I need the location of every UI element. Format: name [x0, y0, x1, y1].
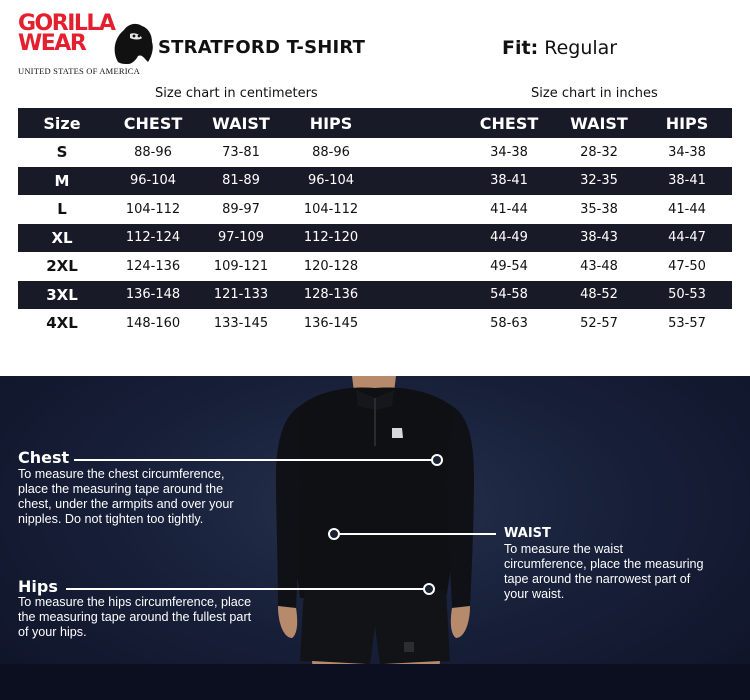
chest-in-cell: 44-49: [490, 230, 528, 246]
hips-cm-cell: 128-136: [303, 287, 359, 303]
chest-in-cell: 38-41: [490, 173, 528, 189]
hips-pointer-line: [66, 588, 424, 590]
chest-in-cell: 49-54: [490, 258, 528, 274]
brand-wordmark-line2: WEAR: [18, 31, 86, 56]
table-row: [18, 224, 732, 253]
size-cell: XL: [51, 228, 73, 247]
hips-cm-cell: 112-120: [303, 230, 359, 246]
table-row: [18, 195, 732, 224]
waist-cm-cell: 73-81: [222, 144, 260, 160]
size-cell: 3XL: [46, 285, 78, 304]
header-chest-in: CHEST: [479, 113, 539, 133]
caption-centimeters: Size chart in centimeters: [155, 86, 318, 101]
hips-cm-cell: 88-96: [312, 144, 350, 160]
chest-pointer-line: [74, 459, 432, 461]
hips-cm-cell: 136-145: [303, 315, 359, 331]
model-silhouette: [0, 376, 750, 700]
chest-cm-cell: 124-136: [125, 258, 181, 274]
chest-cm-cell: 88-96: [134, 144, 172, 160]
chest-in-cell: 58-63: [490, 315, 528, 331]
size-cell: S: [56, 143, 68, 162]
header-chest-cm: CHEST: [123, 113, 183, 133]
waist-in-cell: 28-32: [580, 144, 618, 160]
brand-wordmark-line1: GORILLA: [18, 11, 115, 36]
table-row: [18, 138, 732, 167]
fit-info: [502, 37, 617, 59]
chest-cm-cell: 96-104: [129, 173, 177, 189]
waist-description: To measure the waist circumference, place the measuring tape around the narrowest part of your waist.: [504, 542, 704, 601]
hips-cm-cell: 104-112: [303, 201, 359, 217]
hips-description: To measure the hips circumference, place the measuring tape around the fullest part of your hips.: [18, 595, 252, 639]
waist-marker-dot: [328, 528, 340, 540]
table-row: [18, 167, 732, 196]
hips-in-cell: 41-44: [668, 201, 706, 217]
hips-in-cell: 44-47: [668, 230, 706, 246]
table-header-row: [18, 108, 732, 138]
fit-value: Regular: [544, 37, 618, 59]
fit-label: Fit:: [502, 37, 539, 59]
chest-marker-dot: [431, 454, 443, 466]
header-size: Size: [43, 113, 81, 133]
chest-title: Chest: [18, 448, 70, 467]
hips-in-cell: 53-57: [668, 315, 706, 331]
waist-in-cell: 48-52: [580, 287, 618, 303]
hips-title: Hips: [18, 577, 58, 596]
header-waist-in: WAIST: [570, 113, 628, 133]
waist-in-cell: 32-35: [580, 173, 618, 189]
chest-in-cell: 41-44: [490, 201, 528, 217]
chest-cm-cell: 136-148: [125, 287, 181, 303]
product-title: STRATFORD T-SHIRT: [158, 37, 366, 58]
waist-in-cell: 43-48: [580, 258, 618, 274]
hips-in-cell: 38-41: [668, 173, 706, 189]
waist-in-cell: 35-38: [580, 201, 618, 217]
size-cell: M: [54, 171, 70, 190]
waist-cm-cell: 109-121: [213, 258, 269, 274]
waist-cm-cell: 89-97: [222, 201, 260, 217]
header-waist-cm: WAIST: [212, 113, 270, 133]
size-cell: 4XL: [46, 314, 78, 333]
waist-title: WAIST: [504, 526, 551, 541]
chest-cm-cell: 104-112: [125, 201, 181, 217]
waist-in-cell: 38-43: [580, 230, 618, 246]
waist-cm-cell: 133-145: [213, 315, 269, 331]
hips-in-cell: 34-38: [668, 144, 706, 160]
waist-in-cell: 52-57: [580, 315, 618, 331]
hips-marker-dot: [423, 583, 435, 595]
size-chart-table: [18, 108, 732, 338]
caption-inches: Size chart in inches: [531, 86, 658, 101]
size-cell: 2XL: [46, 257, 78, 276]
hips-in-cell: 47-50: [668, 258, 706, 274]
hips-cm-cell: 120-128: [303, 258, 359, 274]
chest-in-cell: 54-58: [490, 287, 528, 303]
brand-wordmark: [18, 11, 115, 56]
table-row: [18, 252, 732, 281]
chest-cm-cell: 112-124: [125, 230, 181, 246]
measurement-guide: [0, 376, 750, 700]
table-row: [18, 309, 732, 338]
waist-cm-cell: 81-89: [222, 173, 260, 189]
brand-tagline: UNITED STATES OF AMERICA: [18, 66, 140, 76]
brand-logo: [18, 11, 148, 78]
chest-cm-cell: 148-160: [125, 315, 181, 331]
gorilla-icon: [104, 14, 162, 72]
hips-in-cell: 50-53: [668, 287, 706, 303]
chest-description: To measure the chest circumference, place the measuring tape around the chest, under the armpits and over your nipples. Do not tighten too tightly.: [18, 467, 234, 526]
size-cell: L: [57, 200, 67, 219]
waist-cm-cell: 121-133: [213, 287, 269, 303]
floor-band: [0, 664, 750, 700]
header-hips-cm: HIPS: [309, 113, 353, 133]
header-hips-in: HIPS: [665, 113, 709, 133]
waist-cm-cell: 97-109: [217, 230, 265, 246]
hips-cm-cell: 96-104: [307, 173, 355, 189]
waist-pointer-line: [340, 533, 496, 535]
chest-in-cell: 34-38: [490, 144, 528, 160]
table-row: [18, 281, 732, 310]
